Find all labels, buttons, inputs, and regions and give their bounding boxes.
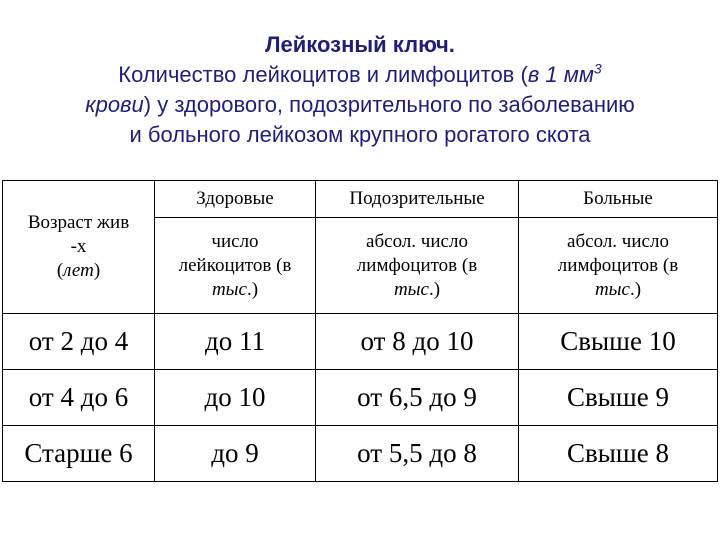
group-header-healthy: Здоровые	[155, 181, 316, 218]
table-row	[3, 314, 718, 370]
table-row	[3, 426, 718, 482]
title-line-3-text: ) у здорового, подозрительного по заболеванию	[143, 92, 635, 117]
title-line-4: и больного лейкозом крупного рогатого скота	[129, 122, 591, 147]
group-header-suspicious: Подозрительные	[316, 181, 519, 218]
subheader-suspicious-line-3: тыс.)	[393, 278, 441, 300]
healthy-value-cell: до 10	[155, 370, 316, 426]
title-line-2	[0, 60, 720, 90]
age-header-line-3: (лет)	[56, 260, 101, 281]
healthy-value-cell: до 9	[155, 426, 316, 482]
sick-value-cell: Свыше 10	[519, 314, 718, 370]
leukosis-key-table	[2, 180, 718, 482]
subheader-suspicious	[316, 218, 519, 314]
table-header-row-groups	[3, 181, 718, 218]
title-line-2-italic: в 1 мм	[527, 62, 594, 87]
age-header-line-1: Возраст жив	[27, 212, 130, 233]
subheader-healthy	[155, 218, 316, 314]
age-header-line-2: -х	[70, 236, 87, 257]
age-cell: от 4 до 6	[3, 370, 155, 426]
healthy-value-cell: до 11	[155, 314, 316, 370]
age-cell: Старше 6	[3, 426, 155, 482]
subheader-sick-line-3: тыс.)	[594, 278, 642, 300]
suspicious-value-cell: от 5,5 до 8	[316, 426, 519, 482]
title-line-3	[0, 90, 720, 120]
subheader-healthy-line-2: лейкоцитов (в	[178, 254, 292, 276]
table-row	[3, 370, 718, 426]
title-line-1: Лейкозный ключ.	[265, 32, 455, 57]
age-cell: от 2 до 4	[3, 314, 155, 370]
subheader-suspicious-line-2: лимфоцитов (в	[356, 254, 478, 276]
slide-title	[0, 30, 720, 150]
subheader-sick-line-2: лимфоцитов (в	[557, 254, 679, 276]
title-line-2-text: Количество лейкоцитов и лимфоцитов (	[118, 62, 528, 87]
sick-value-cell: Свыше 8	[519, 426, 718, 482]
sick-value-cell: Свыше 9	[519, 370, 718, 426]
age-header-cell	[3, 181, 155, 314]
suspicious-value-cell: от 6,5 до 9	[316, 370, 519, 426]
subheader-sick	[519, 218, 718, 314]
subheader-suspicious-line-1: абсол. число	[366, 230, 468, 252]
title-line-3-italic: крови	[85, 92, 144, 117]
subheader-healthy-line-1: число	[211, 230, 259, 252]
group-header-sick: Больные	[519, 181, 718, 218]
title-superscript: 3	[593, 60, 602, 77]
subheader-healthy-line-3: тыс.)	[211, 278, 259, 300]
subheader-sick-line-1: абсол. число	[567, 230, 669, 252]
suspicious-value-cell: от 8 до 10	[316, 314, 519, 370]
